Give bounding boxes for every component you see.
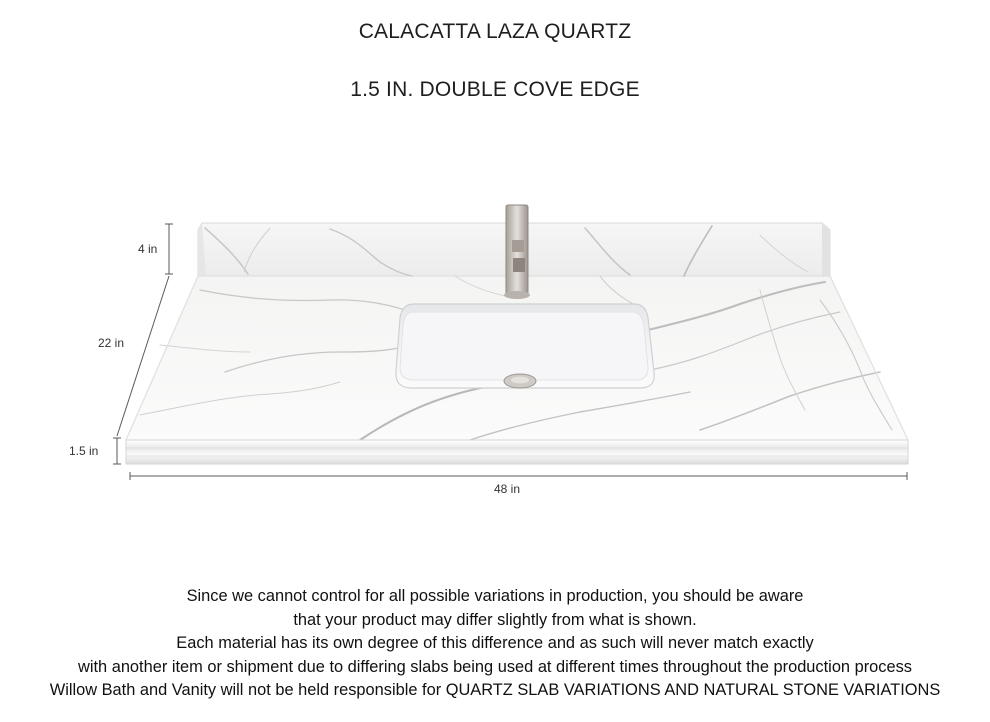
disclaimer-line: Each material has its own degree of this difference and as such will never match exactly [176,634,814,653]
thickness-label: 1.5 in [69,444,99,458]
sink [396,304,654,388]
disclaimer-line: that your product may differ slightly from what is shown. [293,610,697,629]
depth-label: 22 in [98,336,125,350]
disclaimer-line: Willow Bath and Vanity will not be held responsible for QUARTZ SLAB VARIATIONS AND NATURAL STONE VARIATIONS [49,681,941,700]
disclaimer [0,585,990,703]
width-label: 48 in [494,482,521,496]
material-title: CALACATTA LAZA QUARTZ [358,20,632,43]
faucet-icon [504,205,530,299]
disclaimer-line: Since we cannot control for all possible variations in production, you should be aware [186,587,804,605]
disclaimer-line: with another item or shipment due to differing slabs being used at different times throughout the production process [78,657,912,676]
backsplash-height-label: 4 in [138,242,158,256]
edge-subtitle: 1.5 IN. DOUBLE COVE EDGE [350,78,640,101]
